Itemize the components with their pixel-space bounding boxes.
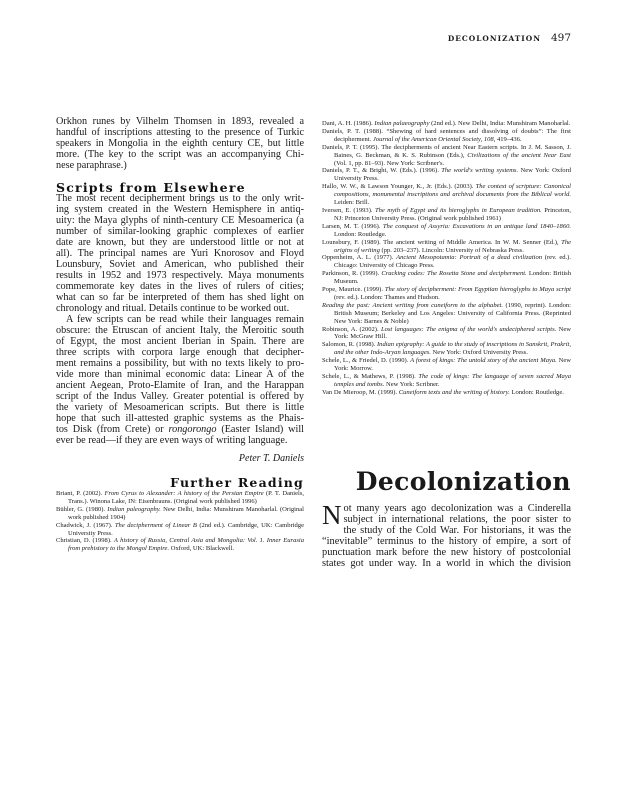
text-line bbox=[56, 424, 304, 435]
text-line: nese paraphrase.) bbox=[56, 160, 127, 171]
text-line: three scripts with corpora large enough that decipher- bbox=[56, 347, 304, 358]
italic-text: A history of Russia, Central Asia and Mongolia: Vol. 1. Inner Eurasia from prehistory to the Mongol Empire. bbox=[68, 537, 304, 553]
text-segment: Schele, L., & Mathews, P. (1998). bbox=[322, 373, 419, 380]
italic-text: Lost languages: The enigma of the world's undeciphered scripts. bbox=[380, 325, 557, 333]
text-segment: London: British Museum. bbox=[334, 270, 571, 286]
paragraph-few-scripts bbox=[56, 314, 304, 446]
italic-text: The decipherment of Linear B bbox=[114, 521, 197, 529]
italic-text: The code of kings: The language of seven sacred Maya temples and tombs. bbox=[334, 373, 571, 388]
text-line: Orkhon runes by Vilhelm Thomsen in 1893, revealed a bbox=[56, 116, 304, 127]
text-segment: Salomon, R. (1998). bbox=[322, 341, 377, 349]
text-segment: Daniels, P. T. (1988). “Shewing of hard sentences and dissolving of doubts”: The first decipherment. bbox=[322, 127, 571, 143]
reference-entry bbox=[322, 239, 571, 255]
italic-text: Indian palaeography bbox=[374, 120, 430, 127]
article-opening-paragraph bbox=[322, 500, 571, 570]
text-segment: Bühler, G. (1980). bbox=[56, 505, 108, 513]
text-line: Lounsbury, Soviet and American, who published their bbox=[56, 259, 304, 270]
article-title: Decolonization bbox=[355, 467, 571, 496]
italic-text: rongorongo bbox=[168, 424, 217, 435]
text-line: the variety of Mesoamerican scripts. But there is little bbox=[56, 402, 304, 413]
running-head bbox=[430, 28, 571, 46]
reference-entry bbox=[56, 490, 304, 506]
text-segment: (P. T. Daniels, Trans.). Winona Lake, IN: Eisenbrauns. (Original work published 1996) bbox=[68, 490, 305, 505]
text-line: subject in international relations, the poor sister to bbox=[343, 514, 571, 526]
text-segment: (Easter Island) will bbox=[216, 424, 305, 435]
text-line: “inevitable” terminus to the history of empire, a sort of bbox=[322, 536, 571, 548]
text-segment: Iversen, E. (1993). bbox=[322, 206, 375, 214]
text-line: A few scripts can be read while their languages remain bbox=[66, 314, 304, 325]
reference-entry bbox=[322, 120, 571, 128]
text-segment: (pp. 203–237). Lincoln: University of Nebraska Press. bbox=[379, 246, 524, 254]
text-line: results in 1952 and 1973 respectively. Maya monuments bbox=[56, 270, 304, 281]
text-line: chronology and ritual. Details continue to be worked out. bbox=[56, 303, 290, 314]
text-segment: Oxford, UK: Blackwell. bbox=[169, 545, 235, 553]
further-reading-list bbox=[56, 490, 304, 553]
text-segment: Lounsbury, F. (1989). The ancient writing of Middle America. In W. M. Senner (Ed.), bbox=[322, 238, 562, 246]
article-author: Peter T. Daniels bbox=[238, 453, 304, 464]
text-segment: New York: Morrow. bbox=[334, 357, 572, 373]
text-segment: New York: Oxford University Press. bbox=[430, 349, 528, 357]
text-segment: (1990, reprint). London: British Museum; Berkeley and Los Angeles: University of California Press. (Reprinted New York: Barnes & Noble) bbox=[334, 301, 572, 325]
text-segment: Briant, P. (2002). bbox=[56, 490, 105, 497]
text-line: all). The principal names are Yuri Knorosov and Floyd bbox=[56, 248, 304, 259]
reference-entry bbox=[322, 223, 571, 239]
reference-entry bbox=[322, 357, 571, 373]
reference-entry bbox=[322, 128, 571, 144]
page-number: 497 bbox=[550, 32, 571, 44]
text-line: ancient Aegean, Proto-Elamite of Iran, and the Harappan bbox=[56, 380, 304, 391]
text-line: vide more than minimal economic data: Linear A of the bbox=[56, 369, 304, 380]
italic-text: Cuneiform texts and the writing of history. bbox=[398, 388, 510, 396]
text-line: number of similar-looking graphic complexes of earlier bbox=[56, 226, 304, 237]
reference-entry bbox=[322, 144, 571, 168]
text-segment: (rev. ed.). London: Thames and Hudson. bbox=[334, 293, 440, 301]
text-line: ing system created in the Western Hemisphere in antiq- bbox=[56, 204, 304, 215]
text-line: what can so far be interpreted of them has shed light on bbox=[56, 292, 304, 303]
reference-entry bbox=[322, 341, 571, 357]
text-segment: Dani, A. H. (1986). bbox=[322, 120, 375, 127]
reference-entry bbox=[322, 389, 571, 397]
text-segment: Parkinson, R. (1999). bbox=[322, 270, 382, 278]
text-line: the study of the Cold War. For historians, it was the bbox=[343, 525, 571, 537]
text-line: ment remains a possibility, but with no texts likely to pro- bbox=[56, 358, 304, 369]
text-line: uity: the Maya glyphs of ninth-century CE Mesoamerica (a bbox=[56, 215, 304, 226]
text-segment: London: Routledge. bbox=[509, 388, 564, 396]
text-segment: Robinson, A. (2002). bbox=[322, 325, 381, 333]
italic-text: Ancient Mesopotamia: Portrait of a dead civilization bbox=[396, 254, 542, 262]
drop-cap: N bbox=[322, 500, 342, 530]
italic-text: The story of decipherment: From Egyptian hieroglyphs to Maya script bbox=[384, 286, 571, 294]
text-line: handful of inscriptions attesting to the presence of Turkic bbox=[56, 127, 304, 138]
text-segment: Chadwick, J. (1967). bbox=[56, 521, 115, 529]
text-segment: Oppenheim, A. L. (1977). bbox=[322, 254, 397, 262]
text-line: more. (The key to the script was an accompanying Chi- bbox=[56, 149, 304, 160]
text-segment: (2nd ed.). New Delhi, India: Munshiram Manoharlal. bbox=[429, 120, 571, 127]
text-segment: Van De Mieroop, M. (1999). bbox=[322, 388, 399, 396]
further-reading-list-continued bbox=[322, 120, 571, 397]
text-segment: London: Routledge. bbox=[334, 230, 387, 238]
italic-text: The context of scripture: Canonical compositions, monumental inscriptions and archival documents from the Biblical world. bbox=[334, 183, 571, 199]
reference-entry bbox=[322, 183, 571, 207]
reference-entry bbox=[322, 167, 571, 183]
further-reading-heading: Further Reading bbox=[170, 475, 304, 490]
article-lines bbox=[322, 500, 571, 570]
reference-entry bbox=[322, 207, 571, 223]
reference-entry bbox=[56, 506, 304, 522]
text-segment: Daniels, P. T. (1995). The decipherments of ancient Near Eastern scripts. In J. M. Sasson, J. Baines, G. Beckman, & K. S. Rubinson (Eds.), bbox=[322, 143, 571, 159]
text-segment: Hallo, W. W., & Lawson Younger, K., Jr. (Eds.). (2003). bbox=[322, 183, 476, 191]
italic-text: The world's writing systems. bbox=[441, 167, 519, 175]
reference-entry bbox=[322, 254, 571, 270]
italic-text: Indian epigraphy: A guide to the study of inscriptions in Sanskrit, Prakrit, and the other Indo-Aryan languages. bbox=[334, 341, 571, 357]
text-segment: Daniels, P. T., & Bright, W. (Eds.). (1996). bbox=[322, 167, 442, 175]
text-segment: (Vol. 1, pp. 81–93). New York: Scribner's. bbox=[334, 159, 445, 167]
italic-text: Civilizations of the ancient Near East bbox=[467, 151, 571, 159]
paragraph-maya bbox=[56, 193, 304, 314]
text-segment: Schele, L., & Friedel, D. (1990). bbox=[322, 357, 411, 365]
italic-text: The myth of Egypt and its hieroglyphs in European tradition. bbox=[374, 206, 542, 214]
text-segment: (rev. ed.). Chicago: University of Chicago Press. bbox=[334, 254, 571, 270]
italic-text: Reading the past: Ancient writing from cuneiform to the alphabet. bbox=[322, 301, 503, 309]
reference-entry bbox=[56, 537, 304, 553]
reference-entry bbox=[322, 286, 571, 302]
text-line: script of the Indus Valley. Greater potential is offered by bbox=[56, 391, 304, 402]
section-heading-scripts-from-elsewhere: Scripts from Elsewhere bbox=[56, 180, 246, 195]
text-line: of Egypt, the most ancient Iberian in Spain. There are bbox=[56, 336, 304, 347]
italic-text: Cracking codes: The Rosetta Stone and decipherment. bbox=[381, 270, 527, 278]
text-segment: Princeton, NJ: Princeton University Press. (Original work published 1961) bbox=[334, 206, 572, 222]
text-line: punctuation mark before the new history of postcolonial bbox=[322, 547, 571, 559]
text-line: obscure: the Etruscan of ancient Italy, the Meroitic south bbox=[56, 325, 304, 336]
italic-text: The origins of writing bbox=[334, 238, 571, 254]
reference-entry bbox=[56, 522, 304, 538]
italic-text: From Cyrus to Alexander: A history of the Persian Empire bbox=[104, 490, 264, 497]
text-line: hope that such ill-attested graphic systems as the Phais- bbox=[56, 413, 304, 424]
text-line: date are known, but they are understood little or not at bbox=[56, 237, 304, 248]
text-line: The most recent decipherment brings us to the only writ- bbox=[56, 193, 304, 204]
text-segment: New Delhi, India: Munshiram Manoharlal. (Original work published 1904) bbox=[68, 505, 304, 521]
italic-text: Indian paleography. bbox=[107, 505, 161, 513]
italic-text: A forest of kings: The untold story of the ancient Maya. bbox=[410, 357, 557, 365]
text-segment: tos Disk (from Crete) or bbox=[56, 424, 169, 435]
text-segment: Leiden: Brill. bbox=[334, 199, 370, 207]
text-line: states got under way. In a world in which the division bbox=[322, 558, 571, 570]
italic-text: Journal of the American Oriental Society, 108, bbox=[372, 135, 496, 143]
text-segment: 419–436. bbox=[495, 135, 522, 143]
text-segment: Larsen, M. T. (1996). bbox=[322, 222, 383, 230]
paragraph-orkhon bbox=[56, 116, 304, 171]
text-line: ever be read—if they are even ways of writing language. bbox=[56, 435, 288, 446]
text-segment: (2nd ed.). Cambridge, UK: Cambridge University Press. bbox=[68, 521, 304, 537]
reference-entry bbox=[322, 326, 571, 342]
text-line: ot many years ago decolonization was a Cinderella bbox=[343, 503, 571, 514]
italic-text: The conquest of Assyria: Excavations in an antique land 1840–1860. bbox=[382, 222, 571, 230]
reference-entry bbox=[322, 302, 571, 326]
text-segment: Christian, D. (1998). bbox=[56, 537, 114, 545]
reference-entry bbox=[322, 373, 571, 389]
reference-entry bbox=[322, 270, 571, 286]
text-segment: New York: McGraw Hill. bbox=[334, 325, 572, 341]
text-segment: New York: Oxford University Press. bbox=[334, 167, 571, 183]
text-line: commemorate key dates in the lives of rulers of cities; bbox=[56, 281, 304, 292]
running-head-title: DECOLONIZATION bbox=[447, 34, 541, 43]
text-segment: Pope, Maurice. (1999). bbox=[322, 286, 385, 294]
text-segment: New York: Scribner. bbox=[384, 380, 440, 388]
text-line: speakers in Mongolia in the eighth century CE, but little bbox=[56, 138, 304, 149]
